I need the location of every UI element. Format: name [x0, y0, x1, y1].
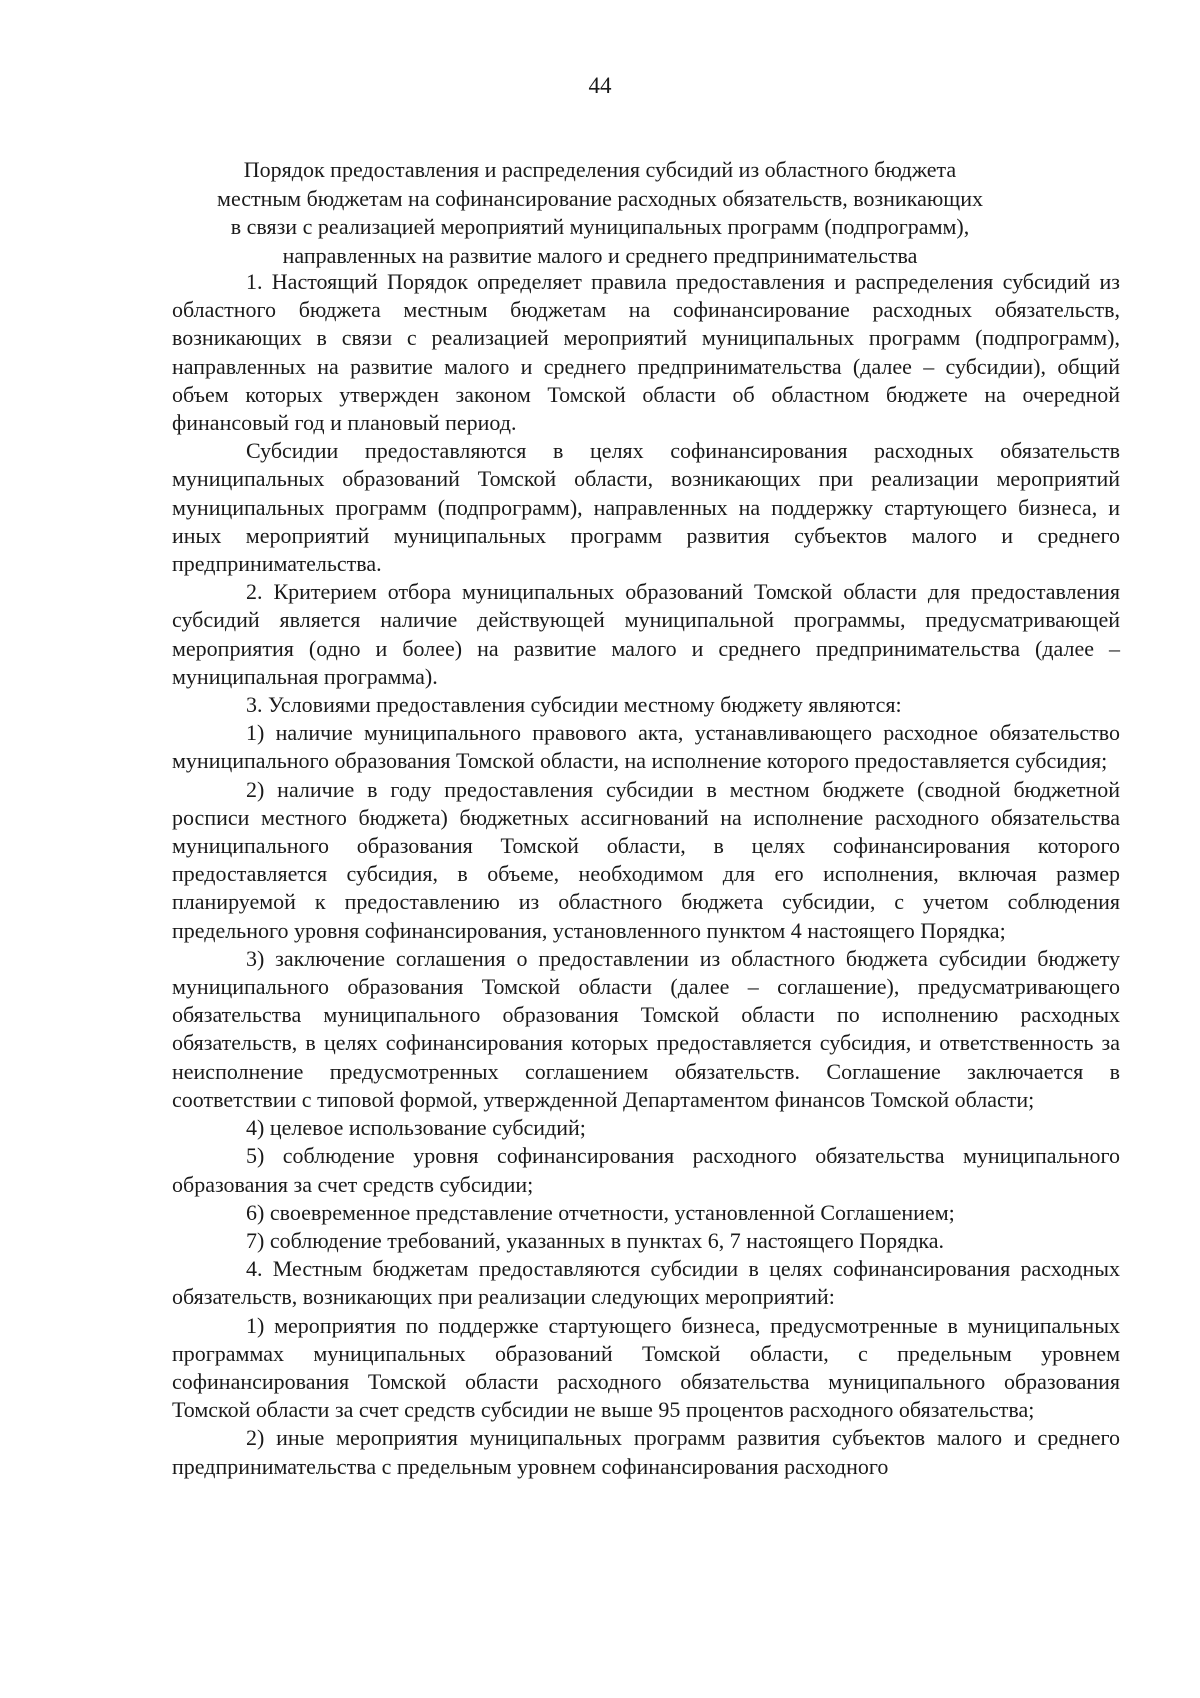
title-line: в связи с реализацией мероприятий муниципальных программ (подпрограмм), — [230, 214, 970, 239]
title-line: Порядок предоставления и распределения субсидий из областного бюджета — [243, 157, 957, 182]
condition-item-4: 4) целевое использование субсидий; — [246, 1115, 586, 1141]
activity-item-2: 2) иные мероприятия муниципальных программ развития субъектов малого и среднего предпринимательства с предельным уровнем софинансирования расходного — [172, 1425, 1120, 1479]
title-line: местным бюджетам на софинансирование расходных обязательств, возникающих — [217, 185, 983, 211]
condition-item-2: 2) наличие в году предоставления субсидии в местном бюджете (сводной бюджетной росписи местного бюджета) бюджетных ассигнований на исполнение расходного обязательства муниципального образования Томской области, в целях софинансирования которого предоставляется субсидия, в объеме, необходимом для его исполнения, включая размер планируемой к предоставлению из областного бюджета субсидии, с учетом соблюдения предельного уровня софинансирования, установленного пунктом 4 настоящего Порядка; — [172, 776, 1120, 943]
condition-item-3: 3) заключение соглашения о предоставлении из областного бюджета субсидии бюджету муниципального образования Томской области (далее – соглашение), предусматривающего обязательства муниципального образования Томской области по исполнению расходных обязательств, в целях софинансирования которых предоставляется субсидия, и ответственность за неисполнение предусмотренных соглашением обязательств. Соглашение заключается в соответствии с типовой формой, утвержденной Департаментом финансов Томской области; — [172, 945, 1120, 1112]
page-number: 44 — [588, 73, 612, 98]
paragraph-2: 2. Критерием отбора муниципальных образований Томской области для предоставления субсидий является наличие действующей муниципальной программы, предусматривающей мероприятия (одно и более) на развитие малого и среднего предпринимательства (далее – муниципальная программа). — [172, 579, 1120, 689]
document-body — [172, 268, 1120, 1481]
document-title — [200, 156, 1000, 270]
condition-item-6: 6) своевременное представление отчетности, установленной Соглашением; — [246, 1199, 955, 1225]
condition-item-5: 5) соблюдение уровня софинансирования расходного обязательства муниципального образования за счет средств субсидии; — [172, 1143, 1120, 1197]
condition-item-7: 7) соблюдение требований, указанных в пунктах 6, 7 настоящего Порядка. — [246, 1227, 945, 1253]
paragraph-subsidies-purpose: Субсидии предоставляются в целях софинансирования расходных обязательств муниципальных образований Томской области, возникающих при реализации мероприятий муниципальных программ (подпрограмм), направленных на поддержку стартующего бизнеса, и иных мероприятий муниципальных программ развития субъектов малого и среднего предпринимательства. — [172, 438, 1120, 577]
paragraph-3: 3. Условиями предоставления субсидии местному бюджету являются: — [246, 692, 902, 718]
paragraph-4: 4. Местным бюджетам предоставляются субсидии в целях софинансирования расходных обязательств, возникающих при реализации следующих мероприятий: — [172, 1256, 1120, 1310]
paragraph-1: 1. Настоящий Порядок определяет правила предоставления и распределения субсидий из областного бюджета местным бюджетам на софинансирование расходных обязательств, возникающих в связи с реализацией мероприятий муниципальных программ (подпрограмм), направленных на развитие малого и среднего предпринимательства (далее – субсидии), общий объем которых утвержден законом Томской области об областном бюджете на очередной финансовый год и плановый период. — [172, 269, 1120, 436]
condition-item-1: 1) наличие муниципального правового акта, устанавливающего расходное обязательство муниципального образования Томской области, на исполнение которого предоставляется субсидия; — [172, 720, 1120, 774]
title-line: направленных на развитие малого и среднего предпринимательства — [282, 242, 918, 268]
activity-item-1: 1) мероприятия по поддержке стартующего бизнеса, предусмотренные в муниципальных программах муниципальных образований Томской области, с предельным уровнем софинансирования Томской области расходного обязательства муниципального образования Томской области за счет средств субсидии не выше 95 процентов расходного обязательства; — [172, 1312, 1120, 1423]
